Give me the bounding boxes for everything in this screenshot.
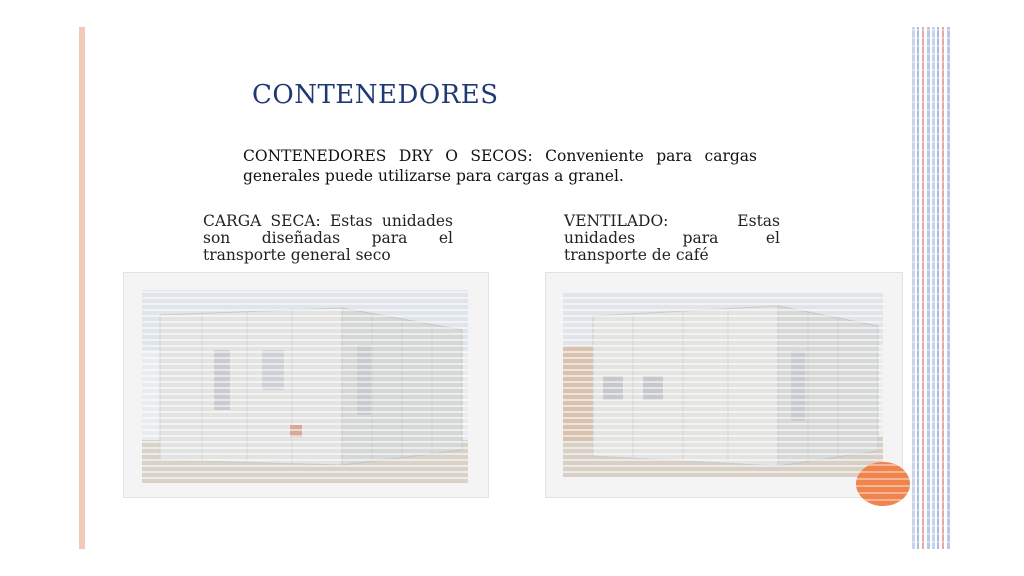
left-accent-bar: [79, 27, 85, 549]
right-decorative-stripes: [912, 27, 952, 549]
slide-title: CONTENEDORES: [252, 80, 499, 110]
orange-accent-circle: [856, 462, 910, 506]
ventilated-container-photo: [563, 291, 883, 477]
right-caption: VENTILADO: Estas unidades para el transporte de café: [564, 212, 780, 264]
dry-container-photo: [142, 290, 468, 483]
intro-paragraph: CONTENEDORES DRY O SECOS: Conveniente para cargas generales puede utilizarse para cargas a granel.: [243, 147, 757, 185]
left-caption: CARGA SECA: Estas unidades son diseñadas para el transporte general seco: [203, 212, 453, 264]
